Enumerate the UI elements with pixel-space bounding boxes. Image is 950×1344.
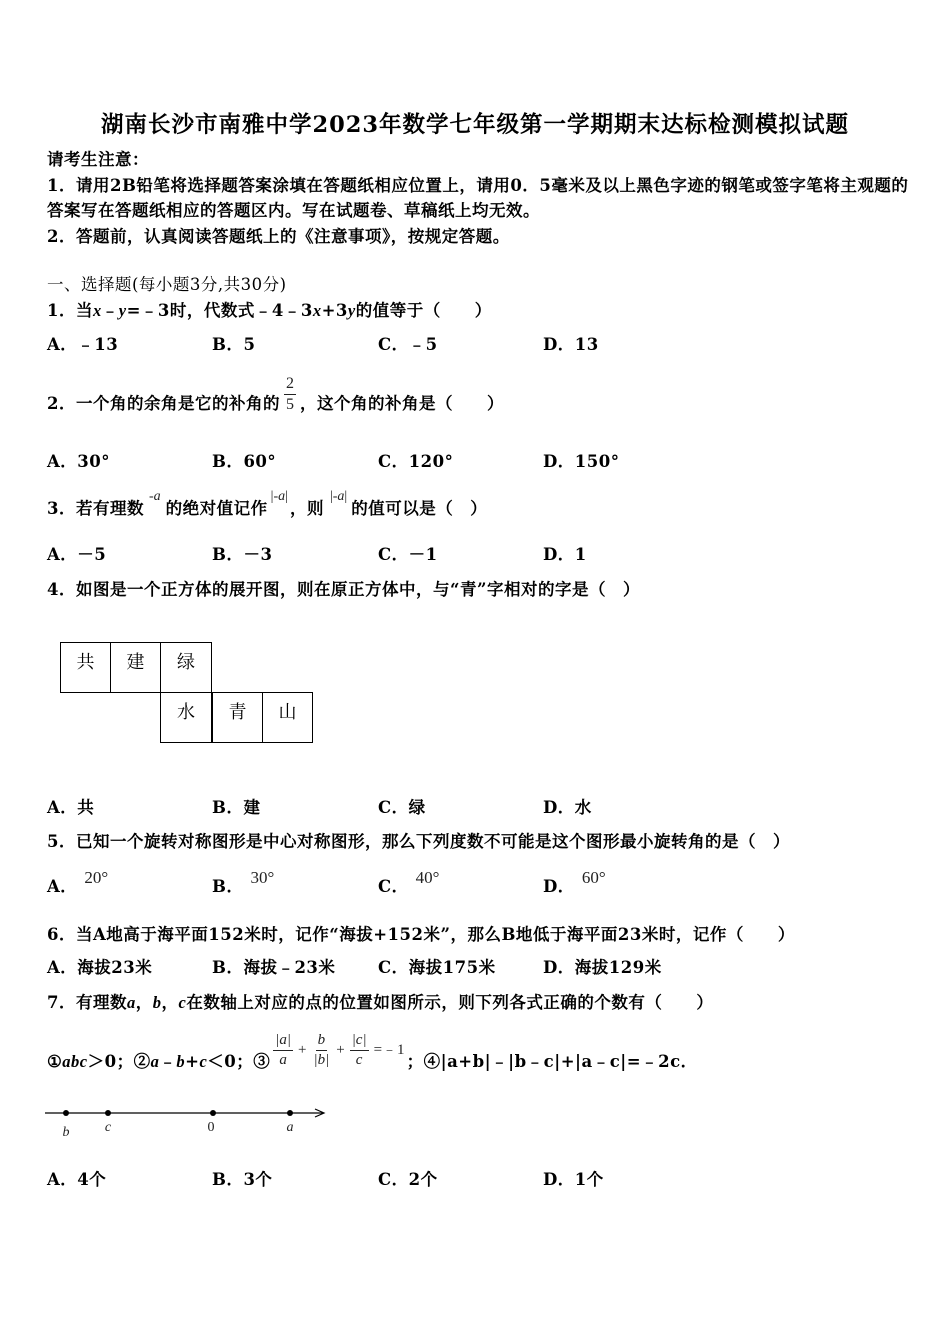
number-line-label-b: b <box>62 1125 70 1140</box>
q4-option-b: B．建 <box>212 798 261 817</box>
q2-text-after: ，这个角的补角是（ ） <box>299 394 504 413</box>
q7-option-c: C．2个 <box>378 1170 438 1189</box>
q3-expr-abs-neg-a-2 <box>330 487 347 507</box>
q7-s12-abc: abc <box>62 1052 88 1071</box>
net-cell-gong: 共 <box>60 642 111 693</box>
q2-option-d: D．150° <box>543 452 620 471</box>
q5-option-d-label: D． <box>543 877 575 896</box>
q3-text-1: 的绝对值记作 <box>165 499 268 518</box>
q7-comma-1: ， <box>135 993 153 1012</box>
q1-var-x: x <box>92 301 102 320</box>
q3-option-d: D．1 <box>543 545 587 564</box>
number-line-label-zero: 0 <box>207 1120 215 1135</box>
q5-option-a-value: 20° <box>84 868 109 887</box>
q7-equals-minus-one: =﹣1 <box>373 1042 405 1058</box>
q2-text-before: 2．一个角的余角是它的补角的 <box>47 394 280 413</box>
net-cell-jian: 建 <box>110 642 161 693</box>
q7-f2-denominator: |b| <box>313 1051 330 1068</box>
q3-option-c: C．－1 <box>378 545 438 564</box>
q1-var-x-2: x <box>312 301 322 320</box>
q3-abs-right: | <box>285 489 288 504</box>
q3-option-a: A．－5 <box>47 545 107 564</box>
net-cell-qing: 青 <box>212 692 263 743</box>
q6-option-d: D．海拔129米 <box>543 958 662 977</box>
q7-text-0: 7．有理数 <box>47 993 127 1012</box>
q3-abs-var-a-2: a <box>337 489 345 504</box>
q2-fraction-numerator: 2 <box>284 375 296 395</box>
q1-option-c: C．﹣5 <box>378 335 438 354</box>
q7-text-6: 在数轴上对应的点的位置如图所示，则下列各式正确的个数有（ ） <box>186 993 714 1012</box>
q1-text-2: ﹣ <box>101 301 119 320</box>
question-4: 4．如图是一个正方体的展开图，则在原正方体中，与“青”字相对的字是（ ） <box>47 580 640 599</box>
q4-option-d: D．水 <box>543 798 592 817</box>
q5-option-b <box>212 868 275 897</box>
q2-fraction <box>284 375 296 414</box>
q7-var-b: b <box>152 993 162 1012</box>
number-line-label-c: c <box>104 1120 112 1135</box>
q7-s12-8: ＜0；③ <box>207 1052 271 1071</box>
q5-option-b-label: B． <box>212 877 244 896</box>
q7-option-d: D．1个 <box>543 1170 604 1189</box>
q1-option-b: B．5 <box>212 335 256 354</box>
q7-var-a: a <box>126 993 136 1012</box>
notice-line-2: 答案写在答题纸相应的答题区内。写在试题卷、草稿纸上均无效。 <box>47 201 540 220</box>
q7-var-c: c <box>178 993 187 1012</box>
q7-fraction-abs-c-over-c <box>350 1032 369 1069</box>
q5-option-a <box>47 868 109 897</box>
q7-s12-0: ① <box>47 1052 63 1071</box>
question-1 <box>47 301 492 321</box>
q7-plus-2: + <box>336 1042 345 1058</box>
q2-option-c: C．120° <box>378 452 454 471</box>
number-line-label-a: a <box>286 1120 294 1135</box>
question-5: 5．已知一个旋转对称图形是中心对称图形，那么下列度数不可能是这个图形最小旋转角的是（ ） <box>47 832 790 851</box>
q3-expr-neg-a <box>149 487 161 507</box>
q7-statements <box>47 1031 698 1071</box>
q5-option-c-label: C． <box>378 877 409 896</box>
q7-s12-6: + <box>185 1052 200 1071</box>
net-cell-shui: 水 <box>160 692 212 743</box>
q7-statement-4: ；④|a+b|﹣|b﹣c|+|a﹣c|=﹣2c． <box>406 1052 698 1071</box>
q6-option-c: C．海拔175米 <box>378 958 496 977</box>
q7-f2-numerator: b <box>316 1032 328 1051</box>
q1-var-y-2: y <box>347 301 356 320</box>
section-title: 一、选择题(每小题3分,共30分) <box>47 275 287 294</box>
q3-option-b: B．－3 <box>212 545 273 564</box>
number-line-point-zero <box>210 1110 216 1116</box>
q3-text-3: 的值可以是（ ） <box>351 499 488 518</box>
number-line-point-a <box>287 1110 293 1116</box>
q5-option-a-label: A． <box>47 877 78 896</box>
q3-abs-var-a: a <box>278 489 286 504</box>
notice-line-3: 2．答题前，认真阅读答题纸上的《注意事项》，按规定答题。 <box>47 227 510 246</box>
q3-abs-left: |- <box>270 489 279 504</box>
q7-option-a: A．4个 <box>47 1170 107 1189</box>
net-cell-lv: 绿 <box>160 642 212 693</box>
notice-heading: 请考生注意： <box>47 150 149 169</box>
exam-title: 湖南长沙市南雅中学2023年数学七年级第一学期期末达标检测模拟试题 <box>100 112 850 138</box>
q7-s12-b: b <box>176 1052 186 1071</box>
q1-text-4: =﹣3时，代数式﹣4﹣3 <box>126 301 313 320</box>
q7-fraction-abs-a-over-a <box>273 1032 293 1069</box>
q7-f1-denominator: a <box>279 1051 287 1068</box>
q7-option-b: B．3个 <box>212 1170 273 1189</box>
question-6: 6．当A地高于海平面152米时，记作“海拔+152米”，那么B地低于海平面23米时，记作（ ） <box>47 925 795 944</box>
number-line <box>38 1100 338 1142</box>
q5-option-d-value: 60° <box>581 868 606 887</box>
q4-option-a: A．共 <box>47 798 95 817</box>
q7-f1-numerator: |a| <box>273 1032 293 1051</box>
q3-expr-abs-neg-a <box>271 487 288 507</box>
q7-statements-1-2 <box>47 1052 270 1072</box>
q5-option-b-value: 30° <box>250 868 275 887</box>
net-cell-shan: 山 <box>262 692 313 743</box>
q3-neg-sign: - <box>148 489 154 504</box>
q4-option-c: C．绿 <box>378 798 426 817</box>
q2-fraction-denominator: 5 <box>285 395 294 413</box>
q5-option-c <box>378 868 440 897</box>
q7-fraction-b-over-abs-b <box>311 1032 331 1069</box>
q7-s12-c: c <box>199 1052 208 1071</box>
q5-option-c-value: 40° <box>415 868 440 887</box>
q6-option-b: B．海拔﹣23米 <box>212 958 336 977</box>
q3-var-a: a <box>153 489 161 504</box>
q1-text-8: 的值等于（ ） <box>355 301 492 320</box>
q6-option-a: A．海拔23米 <box>47 958 153 977</box>
number-line-point-c <box>105 1110 111 1116</box>
question-3 <box>47 489 488 519</box>
q7-s12-4: ﹣ <box>159 1052 177 1071</box>
q1-var-y: y <box>118 301 127 320</box>
q1-text-0: 1．当 <box>47 301 93 320</box>
q2-option-a: A．30° <box>47 452 111 471</box>
q1-text-6: +3 <box>321 301 348 320</box>
question-7 <box>47 993 713 1013</box>
q3-abs-left-2: |- <box>329 489 338 504</box>
q7-f3-denominator: c <box>355 1051 363 1068</box>
q3-text-2: ，则 <box>289 499 324 518</box>
notice-line-1: 1．请用2B铅笔将选择题答案涂填在答题纸相应位置上，请用0．5毫米及以上黑色字迹的钢笔或签字笔将主观题的 <box>47 176 909 195</box>
q1-option-d: D．13 <box>543 335 599 354</box>
q7-plus-1: + <box>298 1042 307 1058</box>
q5-option-d <box>543 868 606 897</box>
q1-option-a: A．﹣13 <box>47 335 119 354</box>
q7-comma-2: ， <box>161 993 179 1012</box>
q2-option-b: B．60° <box>212 452 277 471</box>
question-2 <box>47 374 504 414</box>
number-line-point-b <box>63 1110 69 1116</box>
q3-abs-right-2: | <box>344 489 348 504</box>
q3-text-0: 3．若有理数 <box>47 499 144 518</box>
q7-f3-numerator: |c| <box>350 1032 369 1051</box>
q7-s12-a: a <box>150 1052 160 1071</box>
q7-s12-2: ＞0；② <box>87 1052 151 1071</box>
